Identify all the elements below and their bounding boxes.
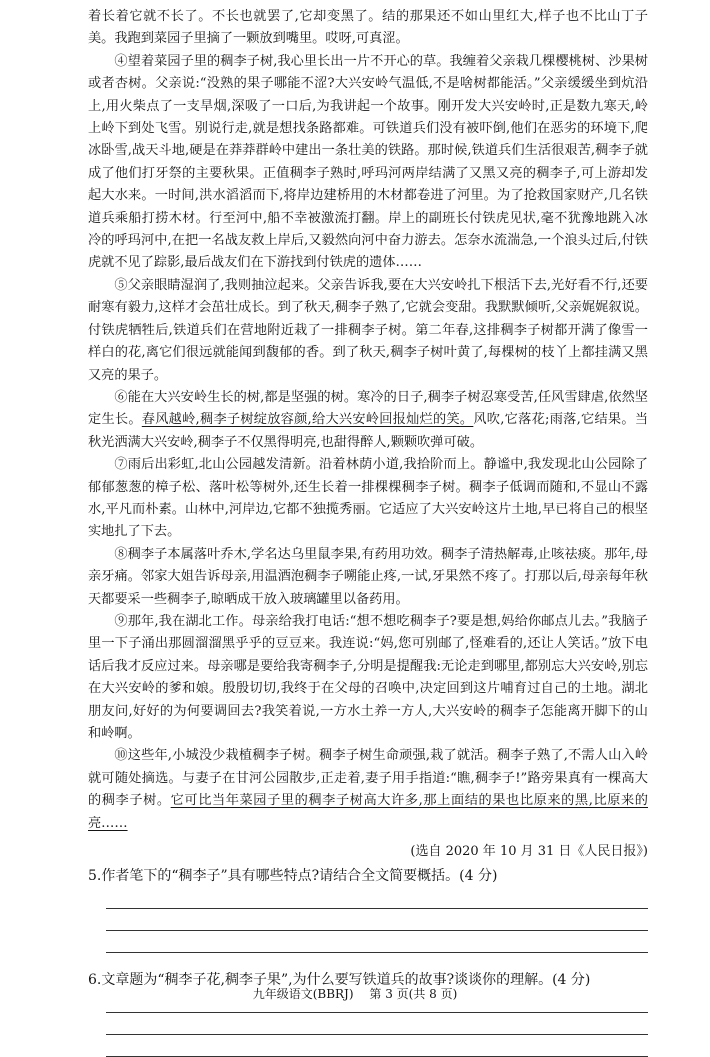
- paragraph-text: ④望着菜园子里的稠李子树,我心里长出一片不开心的草。我缠着父亲栽几棵樱桃树、沙果树或者杏树。父亲说:“没熟的果子哪能不涩?大兴安岭气温低,不是啥树都能活。”父亲缓缓坐到炕沿上,用火柴点了一支旱烟,深吸了一口后,为我讲起一个故事。刚开发大兴安岭时,正是数九寒天,岭上岭下到处飞雪。别说行走,就是想找条路都难。可铁道兵们没有被吓倒,他们在恶劣的环境下,爬冰卧雪,战天斗地,硬是在莽莽群岭中建出一条壮美的铁路。那时候,铁道兵们生活很艰苦,稠李子就成了他们打牙祭的主要秋果。正值稠李子熟时,呼玛河两岸结满了又黑又亮的稠李子,可上游却发起大水来。一时间,洪水滔滔而下,将岸边建桥用的木材都卷进了河里。为了抢救国家财产,几名铁道兵乘船打捞木材。行至河中,船不幸被激流打翻。岸上的副班长付铁虎见状,毫不犹豫地跳入冰冷的呼玛河中,在把一名战友救上岸后,又毅然向河中奋力游去。怎奈水流湍急,一个浪头过后,付铁虎就不见了踪影,最后战友们在下游找到付铁虎的遗体……: [88, 53, 648, 271]
- paragraph-7: [88, 454, 648, 544]
- answer-line[interactable]: [106, 887, 648, 909]
- paragraph-text: ⑦雨后出彩虹,北山公园越发清新。沿着林荫小道,我拾阶而上。静谧中,我发现北山公园除了郁郁葱葱的樟子松、落叶松等树外,还生长着一排棵棵稠李子树。稠李子低调而随和,不显山不露水,平凡而朴素。山林中,河岸边,它都不独揽秀丽。它适应了大兴安岭这片土地,早已将自己的根坚实地扎了下去。: [88, 457, 648, 540]
- paragraph-text: ⑥能在大兴安岭生长的树,都是坚强的树。寒冷的日子,稠李子树忍寒受苦,任风雪肆虐,依然坚定生长。: [88, 389, 648, 428]
- paragraph-9: [88, 611, 648, 745]
- footer-subject: 九年级语文(BBRJ): [252, 987, 354, 1001]
- paragraph-text: ⑩这些年,小城没少栽植稠李子树。稠李子树生命顽强,栽了就活。稠李子熟了,不需人山入岭就可随处摘选。与妻子在甘河公园散步,正走着,妻子用手指道:“瞧,稠李子!”路旁果真有一棵高大的稠李子树。: [88, 748, 648, 809]
- paragraph-6: [88, 387, 648, 454]
- question-text: 文章题为“稠李子花,稠李子果”,为什么要写铁道兵的故事?谈谈你的理解。(4 分): [101, 972, 591, 989]
- answer-line[interactable]: [106, 909, 648, 931]
- paragraph-text: 风吹,它落花;雨落,它结果。当秋光洒满大兴安岭,稠李子不仅黑得明亮,也甜得醉人,颗颗吹弹可破。: [88, 412, 649, 450]
- paragraph-5: [88, 275, 648, 387]
- page-footer: [0, 985, 710, 1002]
- question-number: 6.: [88, 972, 102, 989]
- paragraph-4: [88, 51, 648, 275]
- underlined-sentence: 它可比当年菜园子里的稠李子树高大许多,那上面结的果也比原来的黑,比原来的亮……: [88, 793, 648, 831]
- underlined-sentence: 春风越岭,稠李子树绽放容颜,给大兴安岭回报灿烂的笑。: [141, 412, 474, 428]
- question-5: [88, 865, 648, 887]
- answer-line[interactable]: [106, 1035, 648, 1057]
- paragraph-text: ⑧稠李子本属落叶乔木,学名达乌里鼠李果,有药用功效。稠李子清热解毒,止咳祛痰。那年,母亲牙痛。邻家大姐告诉母亲,用温酒泡稠李子嗍能止疼,一试,牙果然不疼了。打那以后,母亲每年秋天都要采一些稠李子,晾晒成干放入玻璃罐里以备药用。: [88, 546, 648, 607]
- answer-lines-q5[interactable]: [88, 887, 648, 953]
- source-citation: (选自 2020 年 10 月 31 日《人民日报》): [410, 844, 648, 860]
- answer-line[interactable]: [106, 931, 648, 953]
- answer-line[interactable]: [106, 1013, 648, 1035]
- paragraph-10: [88, 745, 648, 835]
- paragraph-8: [88, 544, 648, 611]
- paragraph-text: 着长着它就不长了。不长也就罢了,它却变黑了。结的那果还不如山里红大,样子也不比山丁子美。我跑到菜园子里摘了一颗放到嘴里。哎呀,可真涩。: [88, 9, 648, 47]
- footer-page-number: 第 3 页(共 8 页): [369, 987, 458, 1001]
- question-number: 5.: [88, 868, 102, 885]
- paragraph-continued: [88, 6, 648, 51]
- paragraph-text: ⑨那年,我在湖北工作。母亲给我打电话:“想不想吃稠李子?要是想,妈给你邮点儿去。”我脑子里一下子涌出那圆溜溜黑乎乎的豆豆来。我连说:“妈,您可别邮了,怪难看的,还让人笑话。”放下电话后我才反应过来。母亲哪是要给我寄稠李子,分明是提醒我:无论走到哪里,都别忘大兴安岭,别忘在大兴安岭的爹和娘。殷殷切切,我终于在父母的召唤中,决定回到这片哺育过自己的土地。湖北朋友问,好好的为何要调回去?我笑着说,一方水土养一方人,大兴安岭的稠李子怎能离开脚下的山和岭啊。: [88, 613, 648, 741]
- reading-passage: [88, 6, 648, 835]
- question-text: 作者笔下的“稠李子”具有哪些特点?请结合全文简要概括。(4 分): [101, 868, 498, 885]
- paragraph-text: ⑤父亲眼睛湿润了,我则抽泣起来。父亲告诉我,要在大兴安岭扎下根活下去,光好看不行,还要耐寒有毅力,这样才会茁壮成长。到了秋天,稠李子熟了,它就会变甜。我默默倾听,父亲娓娓叙说。付铁虎牺牲后,铁道兵们在营地附近栽了一排稠李子树。第二年春,这排稠李子树都开满了像雪一样白的花,离它们很远就能闻到馥郁的香。到了秋天,稠李子树叶黄了,每棵树的枝丫上都挂满又黑又亮的果子。: [88, 277, 648, 383]
